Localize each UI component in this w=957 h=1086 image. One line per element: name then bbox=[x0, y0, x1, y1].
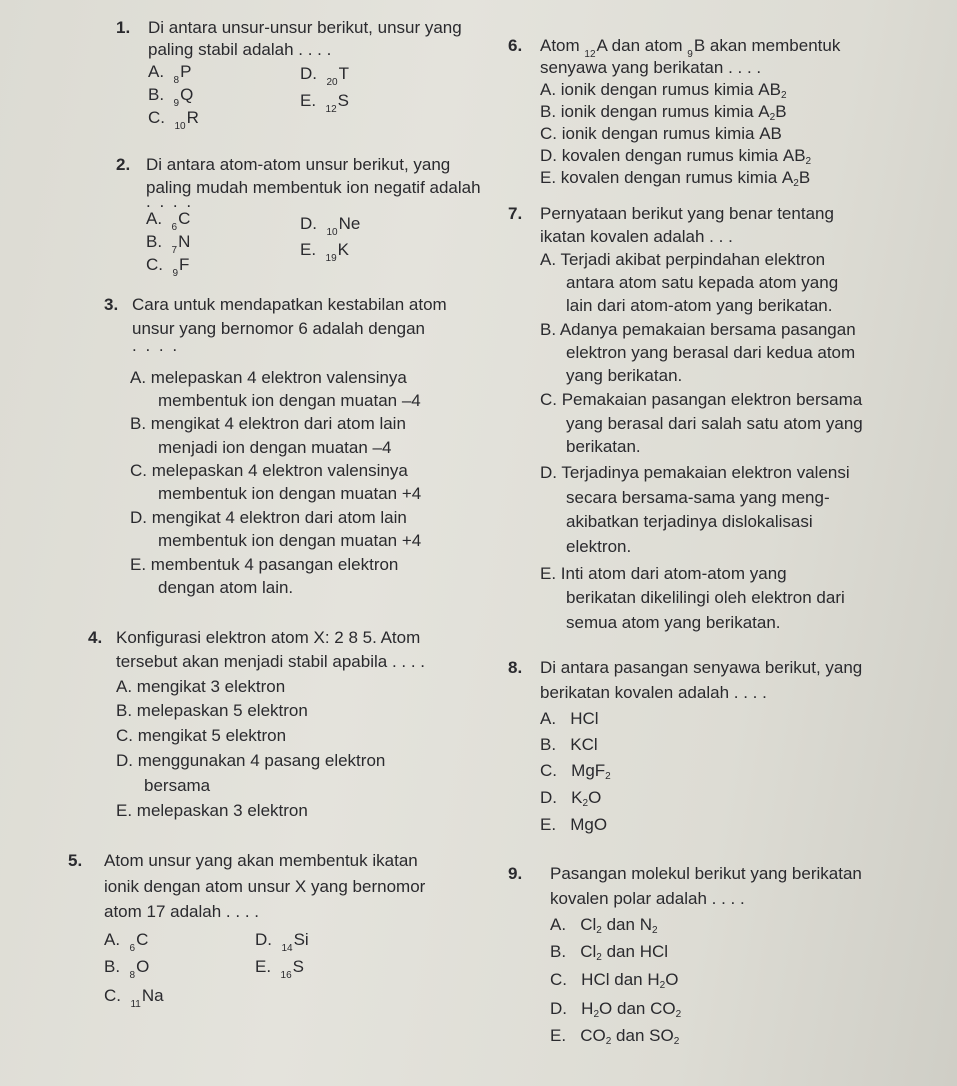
q7-option-b-line2: elektron yang berasal dari kedua atom bbox=[566, 343, 856, 362]
q2-option-c: C. 9F bbox=[146, 255, 190, 279]
q2-number: 2. bbox=[116, 155, 131, 174]
q4-option-e: E. melepaskan 3 elektron bbox=[116, 801, 308, 820]
q7-line2: ikatan kovalen adalah . . . bbox=[540, 227, 733, 246]
q5-option-c: C. 11Na bbox=[104, 986, 164, 1010]
q7-option-e-line1: E. Inti atom dari atom-atom yang bbox=[540, 564, 787, 583]
q7-option-d-line2: secara bersama-sama yang meng- bbox=[566, 488, 830, 507]
q9-option-a: A. $Cl_2$ dan $N_2$ bbox=[550, 915, 658, 936]
q4-line2: tersebut akan menjadi stabil apabila . . . . bbox=[116, 652, 426, 671]
q1-line1: Di antara unsur-unsur berikut, unsur yang bbox=[148, 18, 462, 37]
q7-option-b-line1: B. Adanya pemakaian bersama pasangan bbox=[540, 320, 856, 339]
q8-line1: Di antara pasangan senyawa berikut, yang bbox=[540, 658, 863, 677]
q8-number: 8. bbox=[508, 658, 523, 677]
q7-option-d-line3: akibatkan terjadinya dislokalisasi bbox=[566, 512, 813, 531]
q5-number: 5. bbox=[68, 851, 83, 870]
q3-line2: unsur yang bernomor 6 adalah dengan bbox=[132, 319, 425, 338]
q3-option-a-line1: A. melepaskan 4 elektron valensinya bbox=[130, 368, 407, 387]
q3-line3: . . . . bbox=[132, 336, 180, 355]
q3-option-d-line2: membentuk ion dengan muatan +4 bbox=[158, 531, 422, 550]
q7-option-e-line2: berikatan dikelilingi oleh elektron dari bbox=[566, 588, 845, 607]
q3-option-a-line2: membentuk ion dengan muatan –4 bbox=[158, 391, 421, 410]
q7-option-a-line1: A. Terjadi akibat perpindahan elektron bbox=[540, 250, 826, 269]
q1-number: 1. bbox=[116, 18, 131, 37]
q6-number: 6. bbox=[508, 36, 523, 55]
q3-option-c-line1: C. melepaskan 4 elektron valensinya bbox=[130, 461, 408, 480]
q1-option-c: C. 10R bbox=[148, 108, 199, 132]
q8-line2: berikatan kovalen adalah . . . . bbox=[540, 683, 767, 702]
q3-option-e-line1: E. membentuk 4 pasangan elektron bbox=[130, 555, 399, 574]
q7-option-b-line3: yang berikatan. bbox=[566, 366, 683, 385]
q4-line1: Konfigurasi elektron atom X: 2 8 5. Atom bbox=[116, 628, 421, 647]
q5-line3: atom 17 adalah . . . . bbox=[104, 902, 259, 921]
q9-option-b: B. $Cl_2$ dan HCl bbox=[550, 942, 669, 963]
q5-option-a: A. 6C bbox=[104, 930, 149, 954]
q1-option-a: A. 8P bbox=[148, 62, 192, 86]
q5-option-b: B. 8O bbox=[104, 957, 150, 981]
q5-line1: Atom unsur yang akan membentuk ikatan bbox=[104, 851, 418, 870]
q9-line1: Pasangan molekul berikut yang berikatan bbox=[550, 864, 862, 883]
q6-option-b: B. ionik dengan rumus kimia $A_2B$ bbox=[540, 102, 787, 123]
q3-option-c-line2: membentuk ion dengan muatan +4 bbox=[158, 484, 422, 503]
q2-option-e: E. 19K bbox=[300, 240, 349, 264]
q2-line2: paling mudah membentuk ion negatif adalah bbox=[146, 178, 481, 197]
q2-option-a: A. 6C bbox=[146, 209, 191, 233]
q3-option-b-line2: menjadi ion dengan muatan –4 bbox=[158, 438, 392, 457]
q4-option-b: B. melepaskan 5 elektron bbox=[116, 701, 308, 720]
q4-option-d-line2: bersama bbox=[144, 776, 211, 795]
q6-option-d: D. kovalen dengan rumus kimia $AB_2$ bbox=[540, 146, 812, 167]
q4-number: 4. bbox=[88, 628, 103, 647]
q8-option-a: A. HCl bbox=[540, 709, 599, 728]
q6-line1: Atom 12A dan atom 9B akan membentuk bbox=[540, 36, 841, 60]
q6-option-c: C. ionik dengan rumus kimia AB bbox=[540, 124, 782, 143]
q9-option-d: D. $H_2O$ dan $CO_2$ bbox=[550, 999, 682, 1020]
q3-line1: Cara untuk mendapatkan kestabilan atom bbox=[132, 295, 447, 314]
q6-line2: senyawa yang berikatan . . . . bbox=[540, 58, 762, 77]
q7-option-a-line2: antara atom satu kepada atom yang bbox=[566, 273, 839, 292]
q7-option-d-line1: D. Terjadinya pemakaian elektron valensi bbox=[540, 463, 850, 482]
q7-option-c-line2: yang berasal dari salah satu atom yang bbox=[566, 414, 863, 433]
q5-option-d: D. 14Si bbox=[255, 930, 309, 954]
q1-line2: paling stabil adalah . . . . bbox=[148, 40, 332, 59]
q7-number: 7. bbox=[508, 204, 523, 223]
q3-option-e-line2: dengan atom lain. bbox=[158, 578, 294, 597]
q1-option-b: B. 9Q bbox=[148, 85, 194, 109]
q3-number: 3. bbox=[104, 295, 119, 314]
q1-option-d: D. 20T bbox=[300, 64, 349, 88]
q9-line2: kovalen polar adalah . . . . bbox=[550, 889, 745, 908]
q2-line1: Di antara atom-atom unsur berikut, yang bbox=[146, 155, 451, 174]
q2-option-b: B. 7N bbox=[146, 232, 191, 256]
q2-option-d: D. 10Ne bbox=[300, 214, 361, 238]
q7-option-c-line3: berikatan. bbox=[566, 437, 641, 456]
q7-option-d-line4: elektron. bbox=[566, 537, 632, 556]
q9-option-e: E. $CO_2$ dan $SO_2$ bbox=[550, 1026, 680, 1047]
q8-option-b: B. KCl bbox=[540, 735, 598, 754]
q7-option-c-line1: C. Pemakaian pasangan elektron bersama bbox=[540, 390, 863, 409]
q5-line2: ionik dengan atom unsur X yang bernomor bbox=[104, 877, 426, 896]
q3-option-d-line1: D. mengikat 4 elektron dari atom lain bbox=[130, 508, 407, 527]
q2-line3: . . . . bbox=[146, 192, 194, 211]
q1-option-e: E. 12S bbox=[300, 91, 349, 115]
q4-option-a: A. mengikat 3 elektron bbox=[116, 677, 286, 696]
q6-option-a: A. ionik dengan rumus kimia $AB_2$ bbox=[540, 80, 787, 101]
q9-number: 9. bbox=[508, 864, 523, 883]
q9-option-c: C. HCl dan $H_2O$ bbox=[550, 970, 679, 991]
q7-option-a-line3: lain dari atom-atom yang berikatan. bbox=[566, 296, 833, 315]
q8-option-e: E. MgO bbox=[540, 815, 608, 834]
q7-option-e-line3: semua atom yang berikatan. bbox=[566, 613, 781, 632]
q8-option-d: D. $K_2O$ bbox=[540, 788, 602, 809]
q5-option-e: E. 16S bbox=[255, 957, 304, 981]
q6-option-e: E. kovalen dengan rumus kimia $A_2B$ bbox=[540, 168, 811, 189]
q4-option-d-line1: D. menggunakan 4 pasang elektron bbox=[116, 751, 386, 770]
q7-line1: Pernyataan berikut yang benar tentang bbox=[540, 204, 834, 223]
q3-option-b-line1: B. mengikat 4 elektron dari atom lain bbox=[130, 414, 406, 433]
q4-option-c: C. mengikat 5 elektron bbox=[116, 726, 287, 745]
q8-option-c: C. MgF$_2$ bbox=[540, 761, 611, 782]
